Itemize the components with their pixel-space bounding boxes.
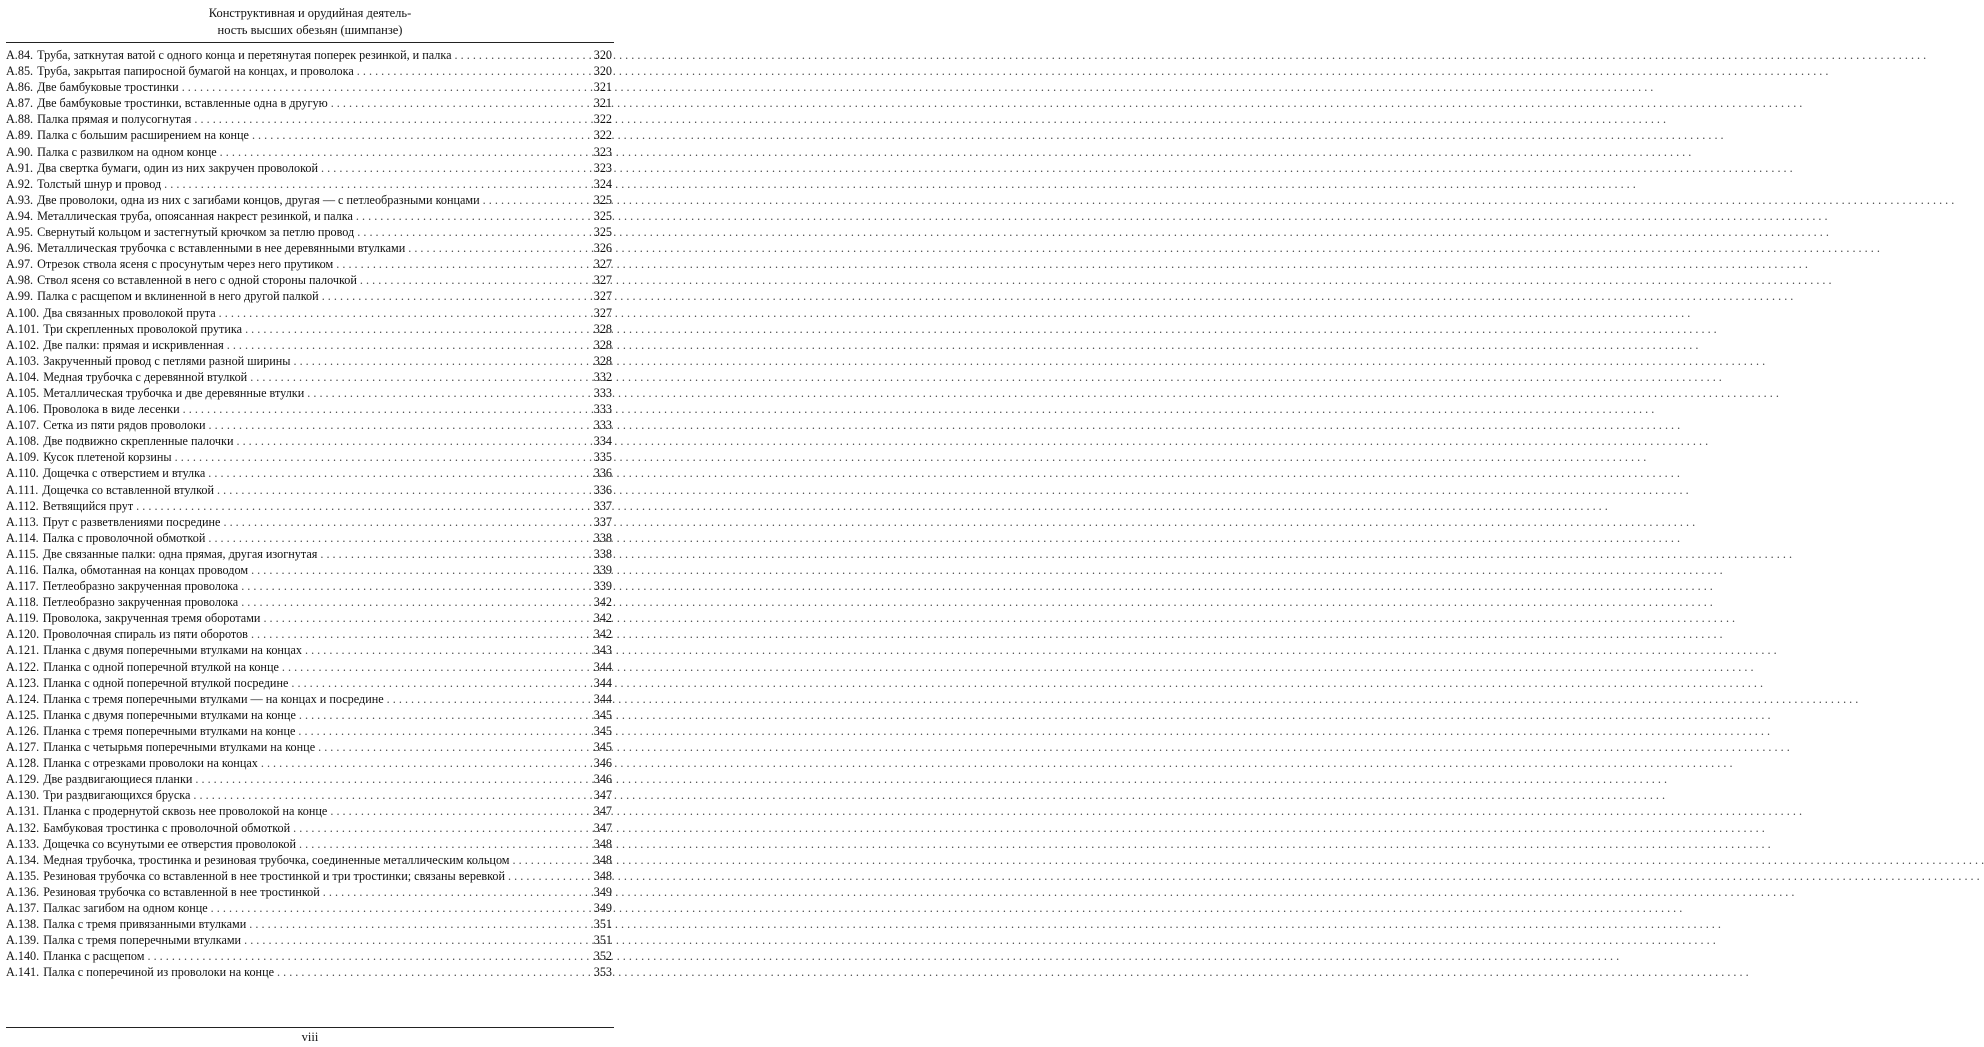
- toc-entry-number: А.133.: [6, 836, 40, 851]
- toc-entry[interactable]: [6, 547, 612, 563]
- toc-entry-title: Три скрепленных проволокой прутика: [43, 321, 243, 336]
- toc-entry-number: А.129.: [6, 772, 40, 787]
- toc-entry[interactable]: [6, 273, 612, 289]
- toc-entry-title: Ветвящийся прут: [42, 498, 134, 513]
- toc-entry-page: 321: [593, 80, 612, 95]
- dot-leader: [208, 466, 587, 481]
- toc-entry-page: 352: [593, 949, 612, 964]
- toc-entry[interactable]: [6, 853, 612, 869]
- toc-entry[interactable]: [6, 772, 612, 788]
- dot-leader: [293, 354, 587, 369]
- toc-entry[interactable]: [6, 466, 612, 482]
- toc-entry-page: 347: [593, 788, 612, 803]
- toc-entry-page: 326: [593, 241, 612, 256]
- toc-entry[interactable]: [6, 128, 612, 144]
- toc-entry-page: 333: [593, 402, 612, 417]
- toc-entry-title: Металлическая трубочка и две деревянные втулки: [43, 385, 305, 400]
- dot-leader: [277, 965, 587, 980]
- toc-entry-number: А.117.: [6, 579, 39, 594]
- toc-entry-number: А.108.: [6, 434, 40, 449]
- toc-entry[interactable]: [6, 241, 612, 257]
- toc-entry-page: 328: [593, 321, 612, 336]
- toc-entry-title: Свернутый кольцом и застегнутый крючком за петлю провод: [37, 225, 355, 240]
- toc-entry-title: Закрученный провод с петлями разной ширины: [43, 353, 291, 368]
- dot-leader: [241, 595, 587, 610]
- dot-leader: [321, 161, 587, 176]
- toc-entry-number: А.116.: [6, 563, 39, 577]
- toc-entry[interactable]: [6, 724, 612, 740]
- toc-entry[interactable]: [6, 112, 612, 128]
- toc-entry[interactable]: [6, 386, 612, 402]
- toc-entry-title: Толстый шнур и провод: [37, 176, 162, 191]
- toc-entry-page: 328: [593, 337, 612, 352]
- toc-entry-title: Две подвижно скрепленные палочки: [43, 434, 234, 449]
- dot-leader: [291, 676, 587, 691]
- dot-leader: [227, 338, 587, 353]
- dot-leader: [147, 949, 587, 964]
- toc-entry-page: 323: [593, 144, 612, 159]
- toc-entry-number: А.110.: [6, 466, 39, 481]
- toc-entry[interactable]: [6, 643, 612, 659]
- header-line-1: Конструктивная и орудийная деятель-: [208, 6, 412, 20]
- dot-leader: [483, 193, 587, 208]
- toc-entry-page: 344: [593, 659, 612, 674]
- toc-entry[interactable]: [6, 209, 612, 225]
- toc-entry[interactable]: [6, 949, 612, 965]
- dot-leader: [252, 128, 587, 143]
- toc-entry-page: 348: [593, 836, 612, 851]
- toc-entry-page: 345: [593, 707, 612, 722]
- toc-entry-number: А.90.: [6, 144, 34, 159]
- toc-entry-title: Планка с одной поперечной втулкой на конце: [43, 659, 279, 674]
- dot-leader: [293, 821, 587, 836]
- toc-entry-title: Дощечка со вставленной втулкой: [42, 482, 214, 497]
- toc-entry[interactable]: [6, 692, 612, 708]
- dot-leader: [336, 257, 587, 272]
- toc-entry-page: 323: [593, 160, 612, 175]
- toc-entry[interactable]: [6, 418, 612, 434]
- dot-leader: [209, 418, 587, 433]
- table-of-contents: [6, 48, 612, 981]
- toc-entry-number: А.128.: [6, 756, 40, 771]
- dot-leader: [249, 917, 587, 932]
- header-line-2: ность высших обезьян (шимпанзе): [217, 23, 403, 37]
- toc-entry[interactable]: [6, 531, 612, 547]
- dot-leader: [208, 531, 587, 546]
- toc-entry-page: 339: [593, 579, 612, 594]
- toc-entry-title: Два связанных проволокой прута: [43, 305, 216, 320]
- toc-entry-title: Палкас загибом на одном конце: [43, 900, 208, 915]
- toc-entry-page: 348: [593, 852, 612, 867]
- toc-entry-title: Планка с четырьмя поперечными втулками на конце: [43, 740, 316, 755]
- toc-entry[interactable]: [6, 370, 612, 386]
- toc-entry-title: Две проволоки, одна из них с загибами концов, другая — с петлеобразными концами: [37, 192, 480, 207]
- dot-leader: [356, 209, 587, 224]
- toc-entry-number: А.134.: [6, 852, 40, 867]
- toc-entry-page: 333: [593, 385, 612, 400]
- dot-leader: [261, 756, 587, 771]
- toc-entry-title: Прут с разветвлениями посредине: [42, 514, 221, 529]
- toc-entry-title: Планка с тремя поперечными втулками — на концах и посредине: [43, 691, 384, 706]
- toc-entry[interactable]: [6, 837, 612, 853]
- toc-entry-number: А.118.: [6, 595, 39, 610]
- toc-entry[interactable]: [6, 80, 612, 96]
- toc-entry-title: Металлическая трубочка с вставленными в нее деревянными втулками: [37, 241, 406, 256]
- toc-entry-page: 347: [593, 820, 612, 835]
- toc-entry-title: Дощечка со всунутыми ее отверстия проволокой: [43, 836, 297, 851]
- toc-entry-number: А.104.: [6, 369, 40, 384]
- toc-entry-number: А.122.: [6, 659, 40, 674]
- toc-entry-title: Две палки: прямая и искривленная: [43, 337, 224, 352]
- toc-entry-title: Медная трубочка с деревянной втулкой: [43, 369, 248, 384]
- toc-entry-number: А.131.: [6, 804, 40, 819]
- toc-entry-title: Сетка из пяти рядов проволоки: [43, 418, 206, 433]
- toc-entry-number: А.95.: [6, 225, 34, 240]
- toc-entry-page: 337: [593, 514, 612, 529]
- toc-entry-number: А.123.: [6, 675, 40, 690]
- toc-entry-title: Планка с одной поперечной втулкой посредине: [43, 675, 289, 690]
- toc-entry[interactable]: [6, 306, 612, 322]
- dot-leader: [241, 579, 587, 594]
- dot-leader: [455, 48, 587, 63]
- toc-entry[interactable]: [6, 708, 612, 724]
- page-number: viii: [301, 1030, 319, 1044]
- toc-entry-title: Планка с продернутой сквозь нее проволокой на конце: [43, 804, 328, 819]
- toc-entry[interactable]: [6, 627, 612, 643]
- toc-entry-title: Две раздвигающиеся планки: [43, 772, 193, 787]
- toc-entry-number: А.85.: [6, 64, 34, 79]
- toc-entry[interactable]: [6, 579, 612, 595]
- dot-leader: [357, 64, 587, 79]
- toc-entry-page: 336: [593, 482, 612, 497]
- dot-leader: [305, 643, 587, 658]
- toc-entry-title: Труба, закрытая папиросной бумагой на концах, и проволока: [37, 64, 354, 79]
- toc-entry[interactable]: [6, 676, 612, 692]
- toc-entry[interactable]: [6, 917, 612, 933]
- toc-entry-page: 338: [593, 530, 612, 545]
- dot-leader: [217, 483, 587, 498]
- toc-entry-number: А.119.: [6, 611, 39, 626]
- toc-entry-page: 333: [593, 418, 612, 433]
- dot-leader: [211, 901, 587, 916]
- toc-entry[interactable]: [6, 96, 612, 112]
- toc-entry-number: А.91.: [6, 160, 34, 175]
- toc-entry-number: А.120.: [6, 627, 40, 642]
- dot-leader: [282, 660, 587, 675]
- toc-entry-page: 337: [593, 498, 612, 513]
- toc-entry-page: 320: [593, 48, 612, 62]
- toc-entry-title: Палка с расщепом и вклиненной в него другой палкой: [37, 289, 319, 304]
- toc-entry-number: А.140.: [6, 949, 40, 964]
- dot-leader: [298, 724, 587, 739]
- toc-entry-number: А.101.: [6, 321, 40, 336]
- toc-entry-page: 346: [593, 772, 612, 787]
- toc-entry[interactable]: [6, 901, 612, 917]
- dot-leader: [193, 788, 587, 803]
- toc-entry-page: 344: [593, 691, 612, 706]
- toc-entry-number: А.98.: [6, 273, 34, 288]
- toc-entry-title: Проволока, закрученная тремя оборотами: [42, 611, 261, 626]
- toc-entry-page: 335: [593, 450, 612, 465]
- toc-entry-title: Палка, обмотанная на концах проводом: [42, 563, 249, 577]
- toc-entry-page: 339: [593, 563, 612, 577]
- toc-entry[interactable]: [6, 483, 612, 499]
- dot-leader: [244, 933, 587, 948]
- toc-entry[interactable]: [6, 515, 612, 531]
- toc-entry-title: Кусок плетеной корзины: [43, 450, 172, 465]
- toc-entry-page: 349: [593, 900, 612, 915]
- dot-leader: [331, 96, 587, 111]
- toc-entry[interactable]: [6, 177, 612, 193]
- toc-entry-title: Резиновая трубочка со вставленной в нее тростинкой и три тростинки; связаны веревкой: [43, 868, 506, 883]
- footer-rule: [6, 1027, 614, 1028]
- toc-entry-number: А.124.: [6, 691, 40, 706]
- toc-entry-title: Планка с тремя поперечными втулками на конце: [43, 723, 296, 738]
- toc-entry[interactable]: [6, 933, 612, 949]
- toc-entry[interactable]: [6, 756, 612, 772]
- toc-entry-page: 351: [593, 933, 612, 948]
- toc-entry-number: А.107.: [6, 418, 40, 433]
- toc-entry-number: А.115.: [6, 546, 39, 561]
- toc-entry-page: 322: [593, 128, 612, 143]
- toc-entry[interactable]: [6, 322, 612, 338]
- toc-entry-number: А.89.: [6, 128, 34, 143]
- toc-entry[interactable]: [6, 965, 612, 981]
- dot-leader: [220, 145, 587, 160]
- toc-entry-title: Труба, заткнутая ватой с одного конца и перетянутая поперек резинкой, и палка: [37, 48, 452, 62]
- dot-leader: [360, 273, 587, 288]
- toc-entry-title: Петлеобразно закрученная проволока: [42, 579, 239, 594]
- toc-entry-page: 327: [593, 273, 612, 288]
- toc-entry-page: 353: [593, 965, 612, 980]
- toc-entry-number: А.127.: [6, 740, 40, 755]
- toc-entry[interactable]: [6, 740, 612, 756]
- toc-entry-number: А.86.: [6, 80, 34, 95]
- toc-entry-title: Две связанные палки: одна прямая, другая изогнутая: [42, 546, 318, 561]
- toc-entry-page: 325: [593, 192, 612, 207]
- toc-entry-page: 327: [593, 305, 612, 320]
- toc-entry-page: 327: [593, 289, 612, 304]
- dot-leader: [307, 386, 587, 401]
- toc-entry[interactable]: [6, 161, 612, 177]
- dot-leader: [508, 869, 587, 884]
- dot-leader: [251, 563, 587, 578]
- dot-leader: [318, 740, 587, 755]
- toc-entry-title: Две бамбуковые тростинки, вставленные одна в другую: [37, 96, 328, 111]
- toc-entry-number: А.132.: [6, 820, 40, 835]
- toc-entry-number: А.112.: [6, 498, 39, 513]
- toc-entry-number: А.100.: [6, 305, 40, 320]
- toc-entry-title: Палка с проволочной обмоткой: [42, 530, 206, 545]
- toc-entry-number: А.138.: [6, 917, 40, 932]
- dot-leader: [236, 434, 587, 449]
- dot-leader: [219, 306, 587, 321]
- toc-entry-number: А.93.: [6, 192, 34, 207]
- toc-entry[interactable]: [6, 885, 612, 901]
- toc-entry[interactable]: [6, 289, 612, 305]
- toc-entry-title: Отрезок ствола ясеня с просунутым через него прутиком: [37, 257, 334, 272]
- toc-entry-page: 343: [593, 643, 612, 658]
- toc-entry[interactable]: [6, 660, 612, 676]
- toc-entry-number: А.135.: [6, 868, 40, 883]
- toc-entry-number: А.109.: [6, 450, 40, 465]
- toc-entry-title: Планка с расщепом: [43, 949, 145, 964]
- toc-entry-page: 342: [593, 595, 612, 610]
- toc-entry-number: А.106.: [6, 402, 40, 417]
- toc-entry-number: А.87.: [6, 96, 34, 111]
- toc-entry-title: Планка с отрезками проволоки на концах: [43, 756, 258, 771]
- toc-entry-title: Планка с двумя поперечными втулками на концах: [43, 643, 302, 658]
- toc-entry-number: А.111.: [6, 482, 39, 497]
- toc-entry-page: 342: [593, 611, 612, 626]
- toc-entry[interactable]: [6, 354, 612, 370]
- dot-leader: [320, 547, 587, 562]
- toc-entry-title: Проволочная спираль из пяти оборотов: [43, 627, 248, 642]
- dot-leader: [183, 402, 587, 417]
- running-header: [0, 5, 620, 39]
- toc-entry[interactable]: [6, 595, 612, 611]
- toc-entry-number: А.141.: [6, 965, 40, 980]
- toc-entry-title: Палка с тремя привязанными втулками: [43, 917, 247, 932]
- dot-leader: [164, 177, 587, 192]
- toc-entry[interactable]: [6, 788, 612, 804]
- dot-leader: [330, 804, 587, 819]
- toc-entry-number: А.84.: [6, 48, 34, 62]
- toc-entry-number: А.130.: [6, 788, 40, 803]
- toc-entry-page: 322: [593, 112, 612, 127]
- toc-entry-page: 349: [593, 884, 612, 899]
- toc-entry-number: А.139.: [6, 933, 40, 948]
- toc-entry[interactable]: [6, 193, 612, 209]
- toc-entry-page: 344: [593, 675, 612, 690]
- dot-leader: [323, 885, 587, 900]
- toc-entry-page: 327: [593, 257, 612, 272]
- toc-entry-page: 334: [593, 434, 612, 449]
- toc-entry-title: Медная трубочка, тростинка и резиновая трубочка, соединенные металлическим кольцом: [43, 852, 510, 867]
- dot-leader: [136, 499, 587, 514]
- dot-leader: [263, 611, 587, 626]
- dot-leader: [250, 370, 587, 385]
- toc-entry[interactable]: [6, 48, 612, 64]
- toc-entry[interactable]: [6, 821, 612, 837]
- toc-entry-title: Дощечка с отверстием и втулка: [42, 466, 206, 481]
- toc-entry[interactable]: [6, 499, 612, 515]
- toc-entry-page: 324: [593, 176, 612, 191]
- toc-entry-page: 321: [593, 96, 612, 111]
- toc-entry-number: А.94.: [6, 208, 34, 223]
- toc-entry[interactable]: [6, 563, 612, 579]
- dot-leader: [195, 772, 587, 787]
- toc-entry-title: Проволока в виде лесенки: [43, 402, 180, 417]
- header-rule: [6, 42, 614, 43]
- toc-entry-title: Палка с поперечиной из проволоки на конце: [43, 965, 275, 980]
- dot-leader: [322, 289, 587, 304]
- dot-leader: [513, 853, 587, 868]
- toc-entry-number: А.96.: [6, 241, 34, 256]
- toc-entry[interactable]: [6, 257, 612, 273]
- toc-entry[interactable]: [6, 450, 612, 466]
- dot-leader: [387, 692, 587, 707]
- toc-entry[interactable]: [6, 64, 612, 80]
- toc-entry-number: А.126.: [6, 723, 40, 738]
- toc-entry[interactable]: [6, 225, 612, 241]
- toc-entry-number: А.137.: [6, 900, 40, 915]
- toc-entry-title: Два свертка бумаги, один из них закручен проволокой: [37, 160, 319, 175]
- toc-entry-number: А.125.: [6, 707, 40, 722]
- toc-entry-number: А.121.: [6, 643, 40, 658]
- toc-entry[interactable]: [6, 434, 612, 450]
- toc-entry-page: 346: [593, 756, 612, 771]
- toc-entry-number: А.102.: [6, 337, 40, 352]
- dot-leader: [175, 450, 587, 465]
- toc-entry[interactable]: [6, 804, 612, 820]
- dot-leader: [194, 112, 587, 127]
- toc-entry-page: 347: [593, 804, 612, 819]
- toc-entry-number: А.97.: [6, 257, 34, 272]
- toc-entry-title: Палка с большим расширением на конце: [37, 128, 249, 143]
- toc-entry-page: 351: [593, 917, 612, 932]
- toc-entry-page: 345: [593, 740, 612, 755]
- dot-leader: [245, 322, 587, 337]
- toc-entry-page: 348: [593, 868, 612, 883]
- toc-entry-title: Палка с развилком на одном конце: [37, 144, 217, 159]
- toc-entry-title: Петлеобразно закрученная проволока: [42, 595, 239, 610]
- toc-entry-page: 332: [593, 369, 612, 384]
- toc-entry-page: 338: [593, 546, 612, 561]
- toc-entry[interactable]: [6, 338, 612, 354]
- toc-entry-title: Палка с тремя поперечными втулками: [43, 933, 242, 948]
- toc-entry-number: А.103.: [6, 353, 40, 368]
- toc-entry[interactable]: [6, 402, 612, 418]
- toc-entry-title: Ствол ясеня со вставленной в него с одной стороны палочкой: [37, 273, 357, 288]
- toc-entry-title: Планка с двумя поперечными втулками на конце: [43, 707, 296, 722]
- toc-entry-title: Резиновая трубочка со вставленной в нее тростинкой: [43, 884, 320, 899]
- toc-entry-page: 342: [593, 627, 612, 642]
- toc-entry-number: А.114.: [6, 530, 39, 545]
- toc-entry-page: 320: [593, 64, 612, 79]
- dot-leader: [251, 627, 587, 642]
- toc-entry-number: А.113.: [6, 514, 39, 529]
- toc-entry-number: А.136.: [6, 884, 40, 899]
- toc-entry-page: 345: [593, 723, 612, 738]
- dot-leader: [408, 241, 587, 256]
- dot-leader: [182, 80, 587, 95]
- dot-leader: [223, 515, 587, 530]
- toc-entry-number: А.99.: [6, 289, 34, 304]
- toc-entry-page: 328: [593, 353, 612, 368]
- toc-entry-page: 325: [593, 208, 612, 223]
- toc-entry-number: А.92.: [6, 176, 34, 191]
- toc-entry[interactable]: [6, 145, 612, 161]
- toc-entry-title: Металлическая труба, опоясанная накрест резинкой, и палка: [37, 208, 353, 223]
- toc-entry-title: Три раздвигающихся бруска: [43, 788, 191, 803]
- toc-entry-title: Две бамбуковые тростинки: [37, 80, 179, 95]
- toc-entry[interactable]: [6, 869, 612, 885]
- toc-entry[interactable]: [6, 611, 612, 627]
- toc-entry-title: Палка прямая и полусогнутая: [37, 112, 192, 127]
- toc-entry-page: 336: [593, 466, 612, 481]
- toc-entry-number: А.105.: [6, 385, 40, 400]
- dot-leader: [357, 225, 587, 240]
- dot-leader: [299, 708, 587, 723]
- toc-entry-page: 325: [593, 225, 612, 240]
- toc-entry-number: А.88.: [6, 112, 34, 127]
- dot-leader: [299, 837, 587, 852]
- toc-entry-title: Бамбуковая тростинка с проволочной обмоткой: [43, 820, 291, 835]
